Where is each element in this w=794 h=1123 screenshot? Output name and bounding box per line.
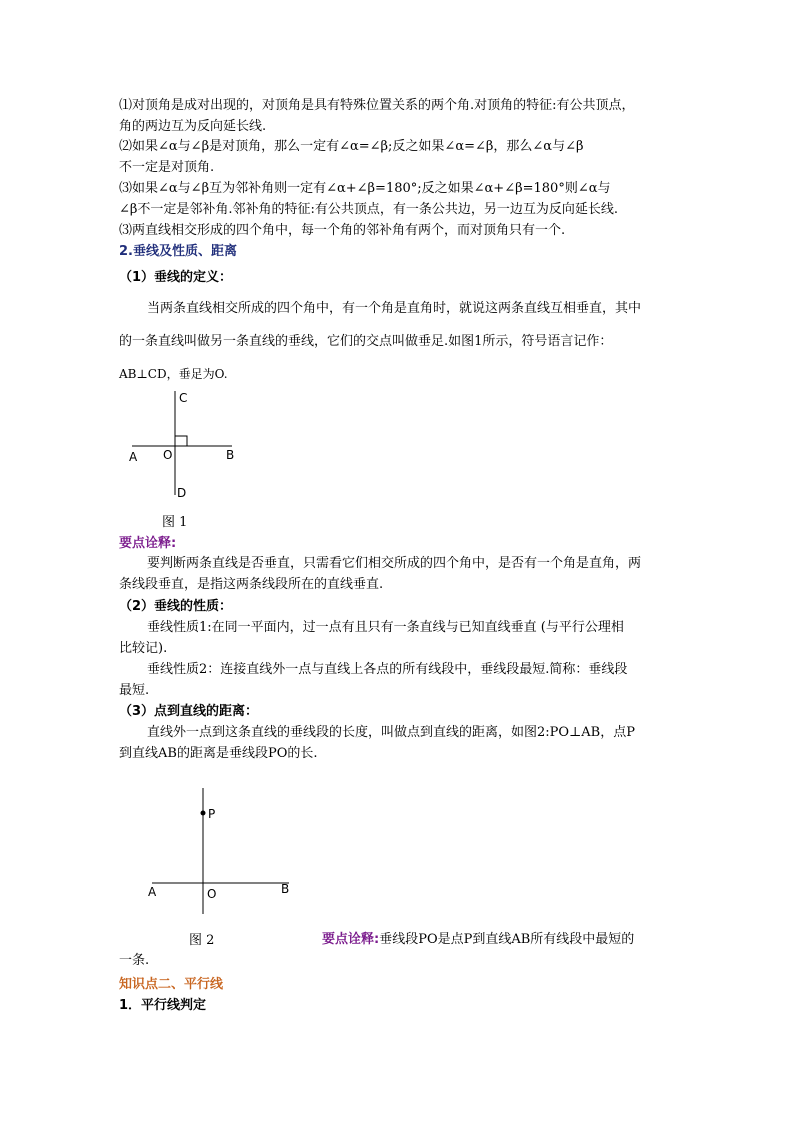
fig2-label-a: A	[148, 885, 157, 899]
property-2-line2: 最短.	[119, 683, 150, 698]
right-angle-mark	[175, 436, 187, 446]
distance-line1: 直线外一点到这条直线的垂线段的长度，叫做点到直线的距离，如图2:PO⊥AB，点P	[147, 725, 635, 740]
figure-2-caption: 图 2	[189, 933, 215, 948]
section-heading-parallel: 知识点二、平行线	[119, 977, 224, 992]
key-note-label-2: 要点诠释:	[322, 932, 380, 947]
fig2-label-b: B	[281, 882, 290, 896]
definition-line2: 的一条直线叫做另一条直线的垂线，它们的交点叫做垂足.如图1所示，符号语言记作：	[119, 334, 613, 349]
subheading-properties: （2）垂线的性质：	[119, 599, 233, 614]
fig1-label-d: D	[177, 486, 187, 500]
intro-p3-line2: ∠β不一定是邻补角.邻补角的特征:有公共顶点，有一条公共边，另一边互为反向延长线.	[119, 202, 619, 217]
key-note-label-1: 要点诠释:	[119, 536, 177, 551]
property-1-line1: 垂线性质1:在同一平面内，过一点有且只有一条直线与已知直线垂直 (与平行公理相	[147, 620, 624, 635]
intro-p1-line1: ⑴对顶角是成对出现的，对顶角是具有特殊位置关系的两个角.对顶角的特征:有公共顶点，	[119, 98, 635, 113]
figure-1-diagram	[119, 385, 249, 505]
figure-2-diagram	[119, 780, 309, 920]
section-heading-perpendicular: 2.垂线及性质、距离	[119, 244, 237, 259]
definition-line3: AB⊥CD，垂足为O.	[119, 367, 228, 381]
fig1-label-c: C	[179, 391, 188, 405]
fig2-label-p: P	[208, 807, 216, 821]
property-2-line1: 垂线性质2：连接直线外一点与直线上各点的所有线段中，垂线段最短.简称：垂线段	[147, 662, 628, 677]
intro-p2-line1: ⑵如果∠α与∠β是对顶角，那么一定有∠α=∠β;反之如果∠α=∠β，那么∠α与∠β	[119, 139, 584, 154]
intro-p3-line1: ⑶如果∠α与∠β互为邻补角则一定有∠α+∠β=180°;反之如果∠α+∠β=180°则∠α与	[119, 181, 611, 196]
distance-line2: 到直线AB的距离是垂线段PO的长.	[119, 746, 318, 761]
subheading-definition: （1）垂线的定义：	[119, 270, 233, 285]
key-note-2-text: 垂线段PO是点P到直线AB所有线段中最短的	[379, 932, 635, 947]
fig1-label-a: A	[129, 450, 138, 464]
key-note-2-tail: 一条.	[119, 953, 150, 968]
definition-line1: 当两条直线相交所成的四个角中，有一个角是直角时，就说这两条直线互相垂直，其中	[147, 301, 642, 316]
fig2-label-o: O	[207, 887, 217, 901]
figure-1-caption: 图 1	[162, 515, 188, 530]
intro-p1-line2: 角的两边互为反向延长线.	[119, 119, 267, 134]
key-note-1-line1: 要判断两条直线是否垂直，只需看它们相交所成的四个角中，是否有一个角是直角，两	[147, 556, 642, 571]
property-1-line2: 比较记).	[119, 641, 168, 656]
key-note-2	[322, 932, 634, 948]
point-p	[201, 811, 206, 816]
subheading-parallel-criteria: 1．平行线判定	[119, 998, 207, 1013]
intro-p4-line1: ⑶两直线相交形成的四个角中，每一个角的邻补角有两个，而对顶角只有一个.	[119, 223, 566, 238]
fig1-label-b: B	[226, 448, 235, 462]
subheading-distance: （3）点到直线的距离：	[119, 704, 259, 719]
intro-p2-line2: 不一定是对顶角.	[119, 160, 215, 175]
key-note-1-line2: 条线段垂直，是指这两条线段所在的直线垂直.	[119, 577, 384, 592]
fig1-label-o: O	[163, 448, 173, 462]
